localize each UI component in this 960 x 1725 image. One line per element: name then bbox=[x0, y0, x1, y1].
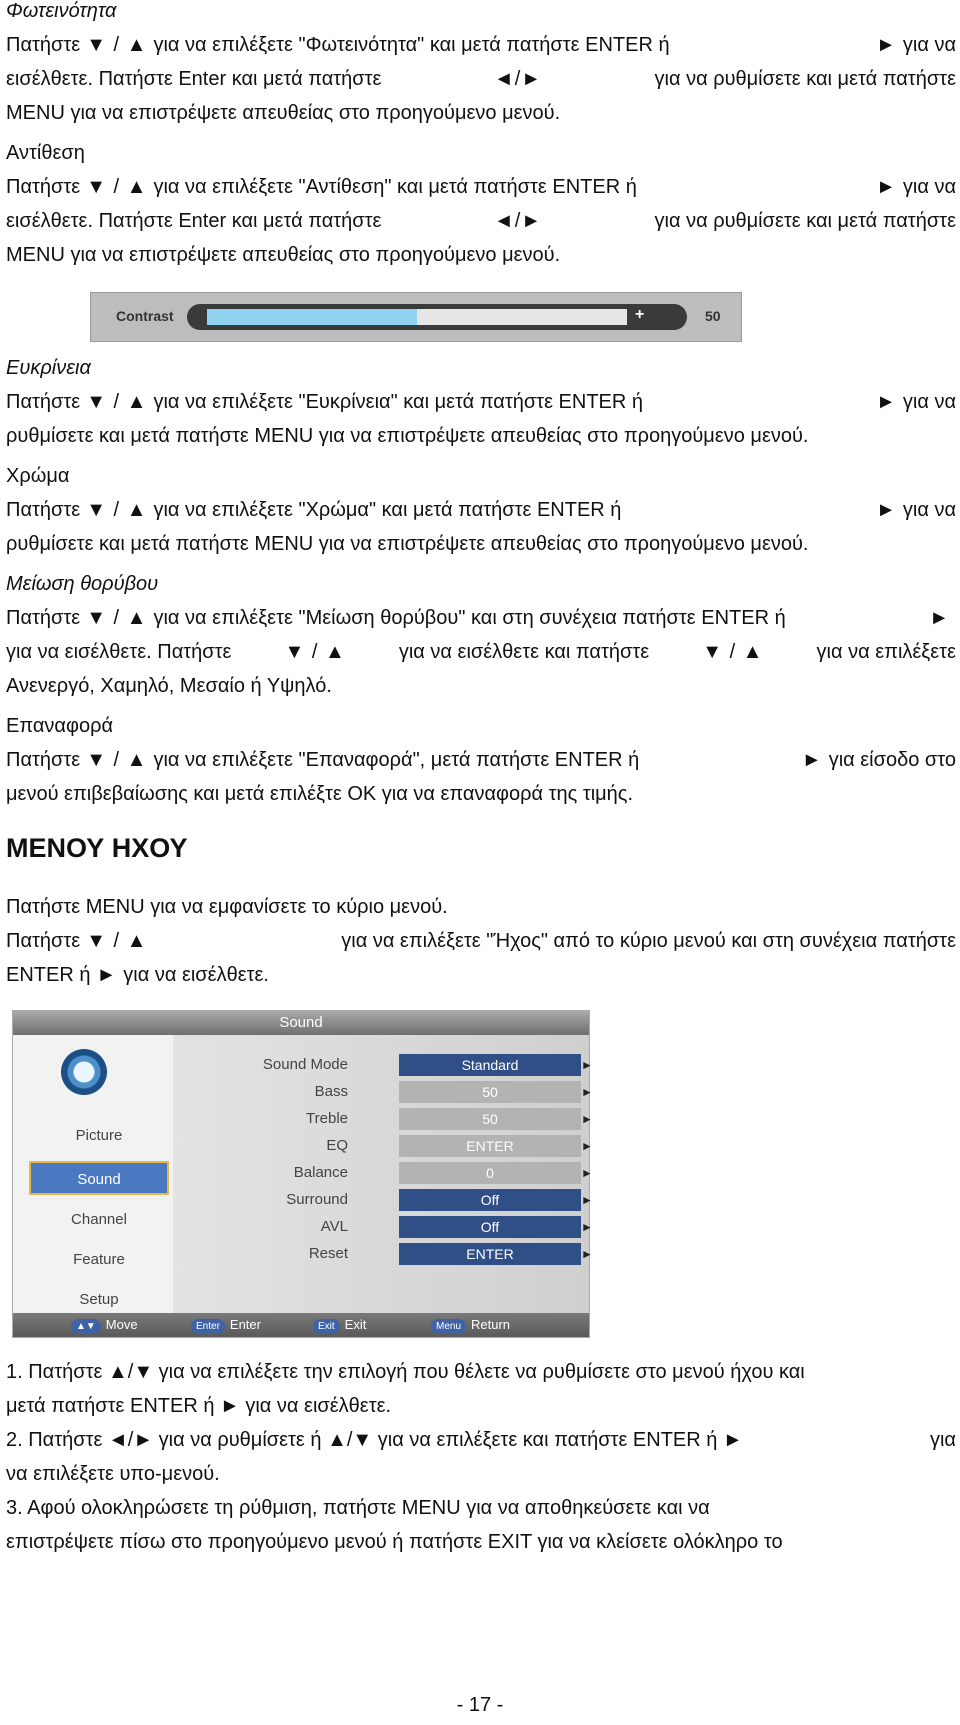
hint-enter bbox=[191, 1317, 261, 1334]
brightness-section bbox=[6, 0, 956, 130]
text: για να εισέλθετε. bbox=[123, 964, 269, 986]
sound-menu-heading: ΜΕΝΟΥ ΗΧΟΥ bbox=[6, 833, 188, 863]
down-up-arrows-icon: ▼ / ▲ bbox=[86, 34, 148, 56]
sound-menu-screenshot bbox=[12, 1010, 593, 1338]
text: για να επιλέξετε "Μείωση θορύβου" και στη συνέχεια πατήστε ENTER ή bbox=[153, 607, 786, 629]
reset-heading: Επαναφορά bbox=[6, 715, 114, 737]
chevron-right-icon: ► bbox=[581, 1112, 593, 1126]
hint-key: Exit bbox=[313, 1319, 340, 1334]
down-up-arrows-icon: ▼ / ▲ bbox=[86, 499, 148, 521]
right-arrow-icon: ► bbox=[801, 749, 823, 771]
noise-heading: Μείωση θορύβου bbox=[6, 573, 159, 595]
plus-icon: + bbox=[635, 306, 645, 323]
down-up-arrows-icon: ▼ / ▲ bbox=[86, 749, 148, 771]
osd-row-label: Treble bbox=[306, 1110, 348, 1127]
right-arrow-icon: ► bbox=[876, 34, 897, 56]
down-up-arrows-icon: ▼ / ▲ bbox=[702, 641, 764, 663]
hint-key: ▲▼ bbox=[71, 1319, 101, 1334]
color-line-1 bbox=[6, 493, 956, 527]
text: εισέλθετε. Πατήστε Enter και μετά πατήστε bbox=[6, 68, 382, 90]
osd-menu-picture: Picture bbox=[75, 1127, 123, 1144]
chevron-right-icon: ► bbox=[581, 1085, 593, 1099]
osd-row-label: EQ bbox=[326, 1137, 348, 1154]
osd-row-label: Balance bbox=[293, 1164, 348, 1181]
osd-row-value: Standard bbox=[399, 1054, 581, 1076]
osd-row-label: Surround bbox=[286, 1191, 348, 1208]
right-arrow-icon: ► bbox=[876, 176, 897, 198]
text: για να bbox=[902, 34, 956, 56]
osd-row-value: 50 bbox=[399, 1081, 581, 1103]
sharpness-section bbox=[6, 351, 956, 453]
hint-return bbox=[431, 1317, 510, 1334]
text: για να ρυθμίσετε και μετά πατήστε bbox=[654, 68, 956, 90]
osd-title: Sound bbox=[13, 1011, 589, 1035]
osd-hint-bar bbox=[13, 1313, 589, 1337]
hint-label: Enter bbox=[229, 1317, 261, 1332]
chevron-right-icon: ► bbox=[581, 1139, 593, 1153]
osd-row bbox=[173, 1189, 593, 1211]
osd-row bbox=[173, 1216, 593, 1238]
noise-line-1 bbox=[6, 601, 956, 635]
osd-row-value: 0 bbox=[399, 1162, 581, 1184]
text: για bbox=[929, 1429, 956, 1451]
osd-row bbox=[173, 1108, 593, 1130]
osd-row-value: 50 bbox=[399, 1108, 581, 1130]
text: για να επιλέξετε "Φωτεινότητα" και μετά πατήστε ENTER ή bbox=[153, 34, 670, 56]
osd-row-label: Sound Mode bbox=[262, 1056, 348, 1073]
hint-label: Return bbox=[471, 1317, 511, 1332]
osd-row-value: Off bbox=[399, 1189, 581, 1211]
text: Πατήστε bbox=[6, 391, 81, 413]
down-up-arrows-icon: ▼ / ▲ bbox=[86, 391, 148, 413]
brightness-heading: Φωτεινότητα bbox=[6, 0, 117, 22]
noise-section bbox=[6, 567, 956, 703]
text: Πατήστε bbox=[6, 749, 81, 771]
color-section bbox=[6, 459, 956, 561]
sharpness-line-1 bbox=[6, 385, 956, 419]
left-right-arrows-icon: ◄/► bbox=[493, 210, 543, 232]
noise-line-3: Ανενεργό, Χαμηλό, Μεσαίο ή Υψηλό. bbox=[6, 675, 332, 697]
step-1-line-2: μετά πατήστε ENTER ή ► για να εισέλθετε. bbox=[6, 1395, 392, 1417]
right-arrow-icon: ► bbox=[96, 964, 118, 986]
step-2-line-1 bbox=[6, 1423, 956, 1457]
text: για να επιλέξετε "Επαναφορά", μετά πατήστε ENTER ή bbox=[153, 749, 640, 771]
contrast-line-2 bbox=[6, 204, 956, 238]
right-arrow-icon: ► bbox=[876, 391, 897, 413]
hint-exit bbox=[313, 1317, 366, 1334]
text: Πατήστε bbox=[6, 930, 81, 952]
brightness-line-1 bbox=[6, 28, 956, 62]
text: Πατήστε bbox=[6, 34, 81, 56]
osd-row bbox=[173, 1054, 593, 1076]
chevron-right-icon: ► bbox=[581, 1247, 593, 1261]
chevron-right-icon: ► bbox=[581, 1058, 593, 1072]
text: για να επιλέξετε bbox=[816, 641, 956, 663]
hint-move bbox=[71, 1317, 138, 1334]
osd-row bbox=[173, 1243, 593, 1265]
step-2-line-2: να επιλέξετε υπο-μενού. bbox=[6, 1463, 220, 1485]
text: για να bbox=[902, 391, 956, 413]
hint-key: Enter bbox=[191, 1319, 225, 1334]
step-3-line-2: επιστρέψετε πίσω στο προηγούμενο μενού ή πατήστε EXIT για να κλείσετε ολόκληρο το bbox=[6, 1531, 783, 1553]
text: για να επιλέξετε "Ευκρίνεια" και μετά πατήστε ENTER ή bbox=[153, 391, 644, 413]
text: για να bbox=[902, 176, 956, 198]
color-heading: Χρώμα bbox=[6, 465, 70, 487]
osd-main-menu bbox=[13, 1035, 173, 1313]
chevron-right-icon: ► bbox=[581, 1193, 593, 1207]
osd-sound-options bbox=[173, 1035, 593, 1313]
left-right-arrows-icon: ◄/► bbox=[493, 68, 543, 90]
text: για να επιλέξετε "Χρώμα" και μετά πατήστε ENTER ή bbox=[153, 499, 622, 521]
brightness-line-2 bbox=[6, 62, 956, 96]
color-line-2: ρυθμίσετε και μετά πατήστε MENU για να επιστρέψετε απευθείας στο προηγούμενο μενού. bbox=[6, 533, 809, 555]
contrast-heading: Αντίθεση bbox=[6, 142, 85, 164]
text: για να bbox=[902, 499, 956, 521]
contrast-inner bbox=[207, 309, 627, 325]
hint-label: Exit bbox=[344, 1317, 367, 1332]
osd-row-label: Reset bbox=[308, 1245, 348, 1262]
contrast-track bbox=[187, 304, 687, 330]
hint-key: Menu bbox=[431, 1319, 466, 1334]
contrast-section bbox=[6, 136, 956, 272]
text: Πατήστε bbox=[6, 176, 81, 198]
osd-menu-feature: Feature bbox=[73, 1251, 125, 1268]
sound-intro-line-1: Πατήστε MENU για να εμφανίσετε το κύριο μενού. bbox=[6, 896, 448, 918]
sound-intro-line-3 bbox=[6, 958, 956, 992]
osd-row-value: Off bbox=[399, 1216, 581, 1238]
step-1-line-1: 1. Πατήστε ▲/▼ για να επιλέξετε την επιλογή που θέλετε να ρυθμίσετε στο μενού ήχου και bbox=[6, 1361, 805, 1383]
sound-intro-line-2 bbox=[6, 924, 956, 958]
chevron-right-icon: ► bbox=[581, 1220, 593, 1234]
right-arrow-icon: ► bbox=[929, 607, 950, 629]
contrast-value: 50 bbox=[705, 308, 721, 324]
text: για είσοδο στο bbox=[828, 749, 956, 771]
text: 2. Πατήστε ◄/► για να ρυθμίσετε ή ▲/▼ για να επιλέξετε και πατήστε ENTER ή ► bbox=[6, 1429, 743, 1451]
osd-row-label: Bass bbox=[314, 1083, 348, 1100]
contrast-line-1 bbox=[6, 170, 956, 204]
text: για να εισέλθετε και πατήστε bbox=[398, 641, 650, 663]
osd-row bbox=[173, 1162, 593, 1184]
page-number: - 17 - bbox=[456, 1694, 504, 1716]
down-up-arrows-icon: ▼ / ▲ bbox=[86, 607, 148, 629]
osd-menu-channel: Channel bbox=[71, 1211, 127, 1228]
text: Πατήστε bbox=[6, 607, 81, 629]
reset-line-2: μενού επιβεβαίωσης και μετά επιλέξτε OK για να επαναφορά της τιμής. bbox=[6, 783, 634, 805]
chevron-right-icon: ► bbox=[581, 1166, 593, 1180]
osd-row-label: AVL bbox=[320, 1218, 348, 1235]
sound-menu-intro bbox=[6, 890, 956, 992]
reset-line-1 bbox=[6, 743, 956, 777]
osd-row bbox=[173, 1081, 593, 1103]
contrast-fill bbox=[207, 309, 417, 325]
text: ENTER ή bbox=[6, 964, 91, 986]
osd-row-value: ENTER bbox=[399, 1135, 581, 1157]
osd-menu-sound: Sound bbox=[29, 1161, 169, 1195]
osd-row bbox=[173, 1135, 593, 1157]
contrast-line-3: MENU για να επιστρέψετε απευθείας στο προηγούμενο μενού. bbox=[6, 244, 561, 266]
down-up-arrows-icon: ▼ / ▲ bbox=[86, 930, 148, 952]
sharpness-line-2: ρυθμίσετε και μετά πατήστε MENU για να επιστρέψετε απευθείας στο προηγούμενο μενού. bbox=[6, 425, 809, 447]
contrast-slider-image bbox=[90, 292, 742, 342]
noise-line-2 bbox=[6, 635, 956, 669]
text: για να ρυθμίσετε και μετά πατήστε bbox=[654, 210, 956, 232]
osd-row-value: ENTER bbox=[399, 1243, 581, 1265]
disc-logo-icon bbox=[61, 1049, 107, 1095]
text: Πατήστε bbox=[6, 499, 81, 521]
sharpness-heading: Ευκρίνεια bbox=[6, 357, 91, 379]
hint-label: Move bbox=[105, 1317, 138, 1332]
down-up-arrows-icon: ▼ / ▲ bbox=[284, 641, 346, 663]
brightness-line-3: MENU για να επιστρέψετε απευθείας στο προηγούμενο μενού. bbox=[6, 102, 561, 124]
steps-list bbox=[6, 1355, 956, 1559]
text: για να επιλέξετε "Ήχος" από το κύριο μενού και στη συνέχεια πατήστε bbox=[341, 930, 956, 952]
reset-section bbox=[6, 709, 956, 811]
contrast-label: Contrast bbox=[116, 308, 174, 324]
text: για να εισέλθετε. Πατήστε bbox=[6, 641, 232, 663]
step-3-line-1: 3. Αφού ολοκληρώσετε τη ρύθμιση, πατήστε MENU για να αποθηκεύσετε και να bbox=[6, 1497, 710, 1519]
text: για να επιλέξετε "Αντίθεση" και μετά πατήστε ENTER ή bbox=[153, 176, 637, 198]
down-up-arrows-icon: ▼ / ▲ bbox=[86, 176, 148, 198]
osd-menu-setup: Setup bbox=[79, 1291, 119, 1308]
right-arrow-icon: ► bbox=[876, 499, 897, 521]
text: εισέλθετε. Πατήστε Enter και μετά πατήστε bbox=[6, 210, 382, 232]
